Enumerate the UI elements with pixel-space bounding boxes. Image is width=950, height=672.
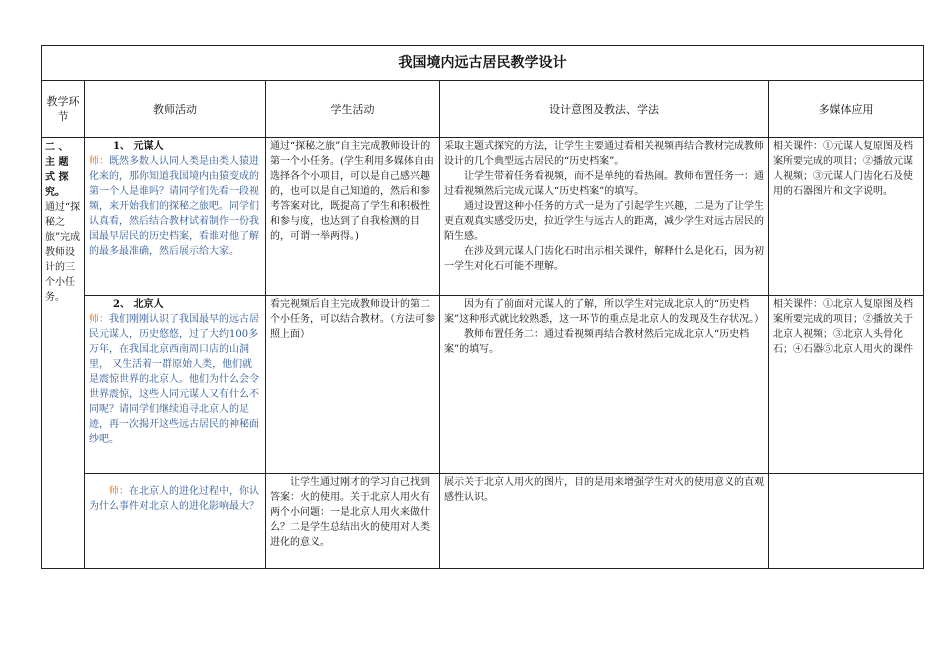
teacher-text-3: [89, 484, 261, 514]
design-para: 让学生带着任务看视频，而不是单纯的看热闹。教师布置任务一：通过看视频然后完成元谋人“历史档案”的填写。: [444, 171, 764, 197]
header-student: 学生活动: [266, 81, 440, 138]
media-cell-1: 相关课件：①元谋人复原图及档案所要完成的项目；②播放元谋人视频；③元谋人门齿化石及使用的石器图片和文字说明。: [769, 138, 924, 296]
header-stage: 教学环节: [42, 81, 85, 138]
teacher-text-2: [89, 312, 261, 447]
student-cell-2: 看完视频后自主完成教师设计的第二个小任务，可以结合教材。（方法可参照上面）: [266, 296, 440, 474]
design-para: 教师布置任务二：通过看视频再结合教材然后完成北京人“历史档案”的填写。: [444, 329, 750, 355]
stage-body: 通过“探秘之旅”完成教师设计的三个小任务。: [45, 202, 81, 303]
teacher-text-1: [89, 154, 261, 259]
design-para: 通过设置这种小任务的方式一是为了引起学生兴趣，二是为了让学生更直观真实感受历史，拉近学生与远古人的距离，减少学生对远古居民的陌生感。: [444, 201, 764, 242]
table-title: 我国境内远古居民教学设计: [42, 46, 924, 81]
media-cell-3: [769, 474, 924, 569]
teacher-prefix: 师：: [109, 486, 129, 497]
teacher-cell-3: [85, 474, 266, 569]
header-media: 多媒体应用: [769, 81, 924, 138]
stage-heading: 二 、 主 题 式 探 究。: [45, 142, 69, 198]
teacher-prefix: 师：: [89, 156, 109, 167]
student-cell-1: 通过“探秘之旅”自主完成教师设计的第一个小任务。(学生利用多媒体自由选择各个小项目，可以是自己感兴趣的，也可以是自己知道的，然后和参考答案对比，既提高了学生和积极性和参与度，也达到了自我检测的目的，可谓一举两得。): [266, 138, 440, 296]
design-para: 因为有了前面对元谋人的了解，所以学生对完成北京人的“历史档案”这种形式就比较熟悉，这一环节的重点是北京人的发现及生存状况。）: [444, 299, 765, 325]
teacher-speech: 既然多数人认同人类是由类人猿进化来的，那你知道我国境内由猿变成的第一个人是谁吗？请同学们先看一段视频，来开始我们的探秘之旅吧。同学们认真看，然后结合教材试着制作一份我国最早居民的历史档案，看谁对他了解的最多最准确，然后展示给大家。: [89, 156, 259, 257]
teacher-prefix: 师：: [89, 314, 109, 325]
header-teacher: 教师活动: [85, 81, 266, 138]
teacher-cell-2: [85, 296, 266, 474]
media-cell-2: 相关课件：①北京人复原图及档案所要完成的项目；②播放关于北京人视频；③北京人头骨化石；④石器⑤北京人用火的课件: [769, 296, 924, 474]
design-cell-2: [440, 296, 769, 474]
header-design: 设计意图及教法、学法: [440, 81, 769, 138]
design-para: 采取主题式探究的方法，让学生主要通过看相关视频再结合教材完成教师设计的几个典型远古居民的“历史档案”。: [444, 141, 764, 167]
teacher-speech: 在北京人的进化过程中，你认为什么事件对北京人的进化影响最大？: [89, 486, 259, 512]
stage-cell: [42, 138, 85, 569]
lesson-title-peking: 2、 北京人: [113, 299, 164, 310]
lesson-title-yuanmou: 1、 元谋人: [113, 141, 164, 152]
teacher-speech: 我们刚刚认识了我国最早的远古居民元谋人，历史悠悠，过了大约100多万年，在我国北京西南周口店的山洞里， 又生活着一群原始人类，他们就是震惊世界的北京人。他们为什么会令世界震惊，这些人同元谋人又有什么不同呢？请同学们继续追寻北京人的足迹，再一次揭开这些远古居民的神秘面纱吧。: [89, 314, 259, 445]
design-cell-3: 展示关于北京人用火的图片，目的是用来增强学生对火的使用意义的直观感性认识。: [440, 474, 769, 569]
design-para: 在涉及到元谋人门齿化石时出示相关课件，解释什么是化石，因为初一学生对化石可能不理解。: [444, 246, 764, 272]
student-cell-3: 让学生通过刚才的学习自己找到答案：火的使用。关于北京人用火有两个小问题：一是北京人用火来做什么？二是学生总结出火的使用对人类进化的意义。: [266, 474, 440, 569]
lesson-plan-table: [41, 45, 924, 569]
teacher-cell-1: [85, 138, 266, 296]
design-cell-1: [440, 138, 769, 296]
